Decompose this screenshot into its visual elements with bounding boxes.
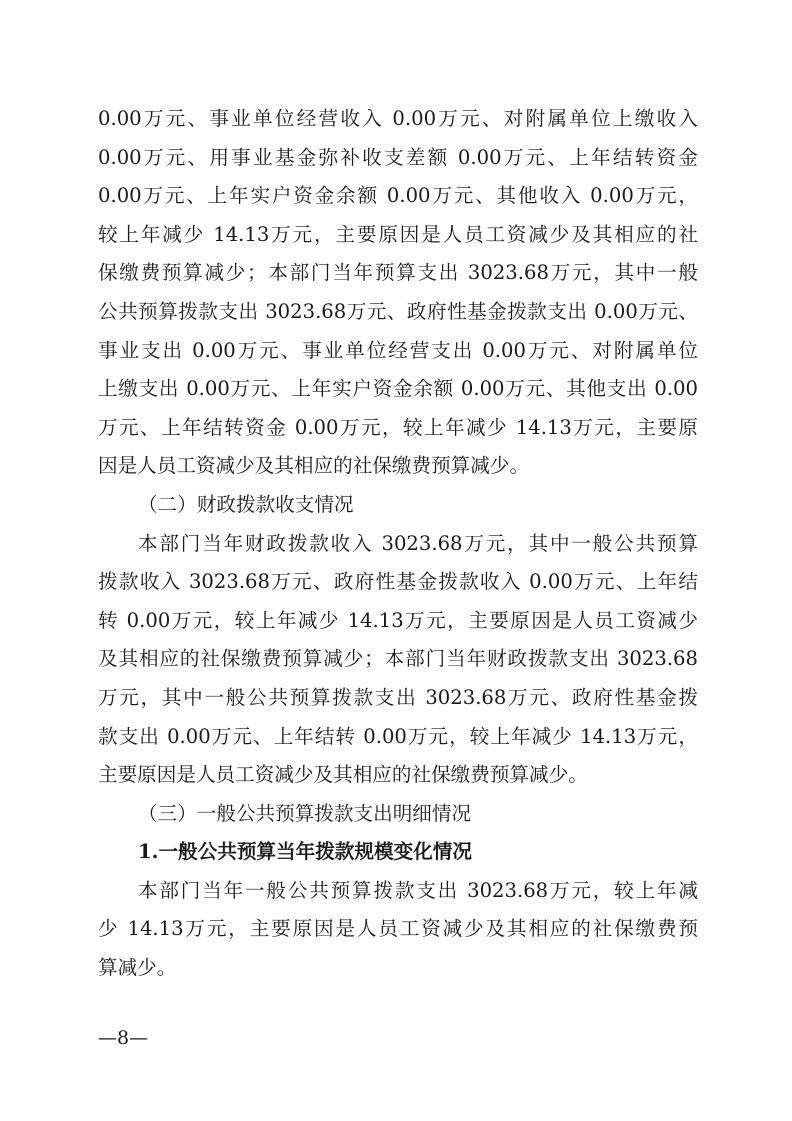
- paragraph-fiscal-allocation: [98, 525, 698, 795]
- text-line: 本部门当年财政拨款收入 3023.68万元，其中一般公共预算: [138, 531, 698, 555]
- text-line: 保缴费预算减少；本部门当年预算支出 3023.68万元，其中一般: [98, 261, 698, 285]
- text-line: 较上年减少 14.13万元，主要原因是人员工资减少及其相应的社: [98, 222, 698, 246]
- text-line: 公共预算拨款支出 3023.68万元、政府性基金拨款支出 0.00万元、: [98, 299, 698, 323]
- section-heading-fiscal-allocation: （二）财政拨款收支情况: [138, 492, 354, 516]
- text-line: 本部门当年一般公共预算拨款支出 3023.68万元，较上年减: [138, 878, 698, 902]
- paragraph-income-expenditure-continued: [98, 100, 698, 486]
- text-line: 万元、上年结转资金 0.00万元，较上年减少 14.13万元，主要原: [98, 415, 698, 439]
- text-line: 转 0.00万元，较上年减少 14.13万元，主要原因是人员工资减少: [98, 608, 698, 632]
- text-line: 0.00万元、上年实户资金余额 0.00万元、其他收入 0.00万元，: [98, 184, 698, 208]
- text-line: 款支出 0.00万元、上年结转 0.00万元，较上年减少 14.13万元，: [98, 724, 698, 748]
- subsection-heading-scale-change: 1.一般公共预算当年拨款规模变化情况: [138, 840, 472, 864]
- text-line: 事业支出 0.00万元、事业单位经营支出 0.00万元、对附属单位: [98, 338, 698, 362]
- text-line: 上缴支出 0.00万元、上年实户资金余额 0.00万元、其他支出 0.00: [98, 377, 698, 401]
- page-number: —8—: [98, 1027, 149, 1049]
- text-line: 万元，其中一般公共预算拨款支出 3023.68万元、政府性基金拨: [98, 685, 698, 709]
- document-page: [98, 100, 698, 988]
- text-line: 0.00万元、用事业基金弥补收支差额 0.00万元、上年结转资金: [98, 145, 698, 169]
- text-line: 及其相应的社保缴费预算减少；本部门当年财政拨款支出 3023.68: [98, 647, 698, 671]
- section-heading-general-budget-detail: （三）一般公共预算拨款支出明细情况: [138, 801, 472, 825]
- text-line: 算减少。: [98, 956, 177, 980]
- text-line: 少 14.13万元，主要原因是人员工资减少及其相应的社保缴费预: [98, 917, 698, 941]
- text-line: 因是人员工资减少及其相应的社保缴费预算减少。: [98, 454, 530, 478]
- text-line: 拨款收入 3023.68万元、政府性基金拨款收入 0.00万元、上年结: [98, 570, 698, 594]
- text-line: 0.00万元、事业单位经营收入 0.00万元、对附属单位上缴收入: [98, 107, 698, 130]
- paragraph-scale-change: [98, 872, 698, 988]
- text-line: 主要原因是人员工资减少及其相应的社保缴费预算减少。: [98, 763, 588, 787]
